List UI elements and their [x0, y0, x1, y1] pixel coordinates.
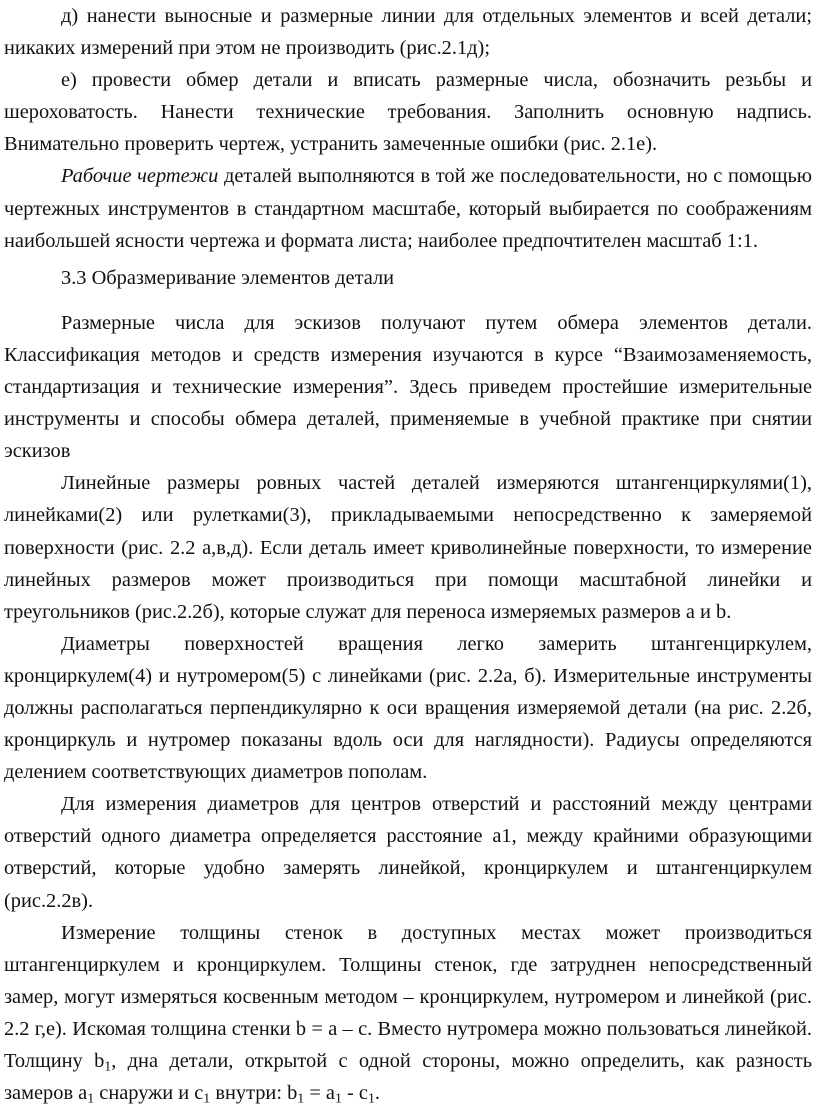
paragraph-hole-centers: Для измерения диаметров для центров отверстий и расстояний между центрами отверстий одного диаметра определяется расстояние a1, между крайними образующими отверстий, которые удобно замерять линейкой, кронциркулем и штангенциркулем (рис.2.2в). [4, 793, 812, 912]
paragraph-linear-dimensions: Линейные размеры ровных частей деталей измеряются штангенциркулями(1), линейками(2) или рулетками(3), прикладываемыми непосредственно к замеряемой поверхности (рис. 2.2 а,в,д). Если деталь имеет криволинейные поверхности, то измерение линейных размеров может производиться при помощи масштабной линейки и треугольников (рис.2.2б), которые служат для переноса измеряемых размеров a и b. [4, 472, 812, 623]
paragraph-dimension-numbers: Размерные числа для эскизов получают путем обмера элементов детали. Классификация методов и средств измерения изучаются в курсе “Взаимозаменяемость, стандартизация и технические измерения”. Здесь приведем простейшие измерительные инструменты и способы обмера деталей, применяемые в учебной практике при снятии эскизов [4, 311, 812, 463]
working-drawings-text: деталей выполняются в той же последовательности, но с помощью чертежных инструментов в стандартном масштабе, который выбирается по соображениям наибольшей ясности чертежа и формата листа; наиболее предпочтителен масштаб 1:1. [4, 165, 813, 252]
document-page [4, 0, 812, 1109]
paragraph-diameters: Диаметры поверхностей вращения легко замерить штангенциркулем, кронциркулем(4) и нутромером(5) с линейками (рис. 2.2а, б). Измерительные инструменты должны располагаться перпендикулярно к оси вращения измеряемой детали (на рис. 2.2б, кронциркуль и нутромер показаны вдоль оси для наглядности). Радиусы определяются делением соответствующих диаметров пополам. [4, 632, 812, 784]
section-heading: 3.3 Образмеривание элементов детали [61, 266, 395, 289]
paragraph-step-d: д) нанести выносные и размерные линии для отдельных элементов и всей детали; никаких измерений при этом не производить (рис.2.1д); [4, 5, 812, 60]
paragraph-working-drawings [4, 160, 812, 256]
working-drawings-term: Рабочие чертежи [61, 165, 219, 188]
paragraph-step-e: е) провести обмер детали и вписать размерные числа, обозначить резьбы и шероховатость. Нанести технические требования. Заполнить основную надпись. Внимательно проверить чертеж, устранить замеченные ошибки (рис. 2.1е). [4, 69, 812, 156]
paragraph-wall-thickness: Измерение толщины стенок в доступных местах может производиться штангенциркулем и кронциркулем. Толщины стенок, где затруднен непосредственный замер, могут измеряться косвенным методом – кронциркулем, нутромером и линейкой (рис. 2.2 г,е). Искомая толщина стенки b = а – с. Вместо нутромера можно пользоваться линейкой. Толщину $b_1$, дна детали, открытой с одной стороны, можно определить, как разность замеров $a_1$ снаружи и $с_1$ внутри: $b_1 = a_1 - c_1$. [4, 921, 812, 1107]
